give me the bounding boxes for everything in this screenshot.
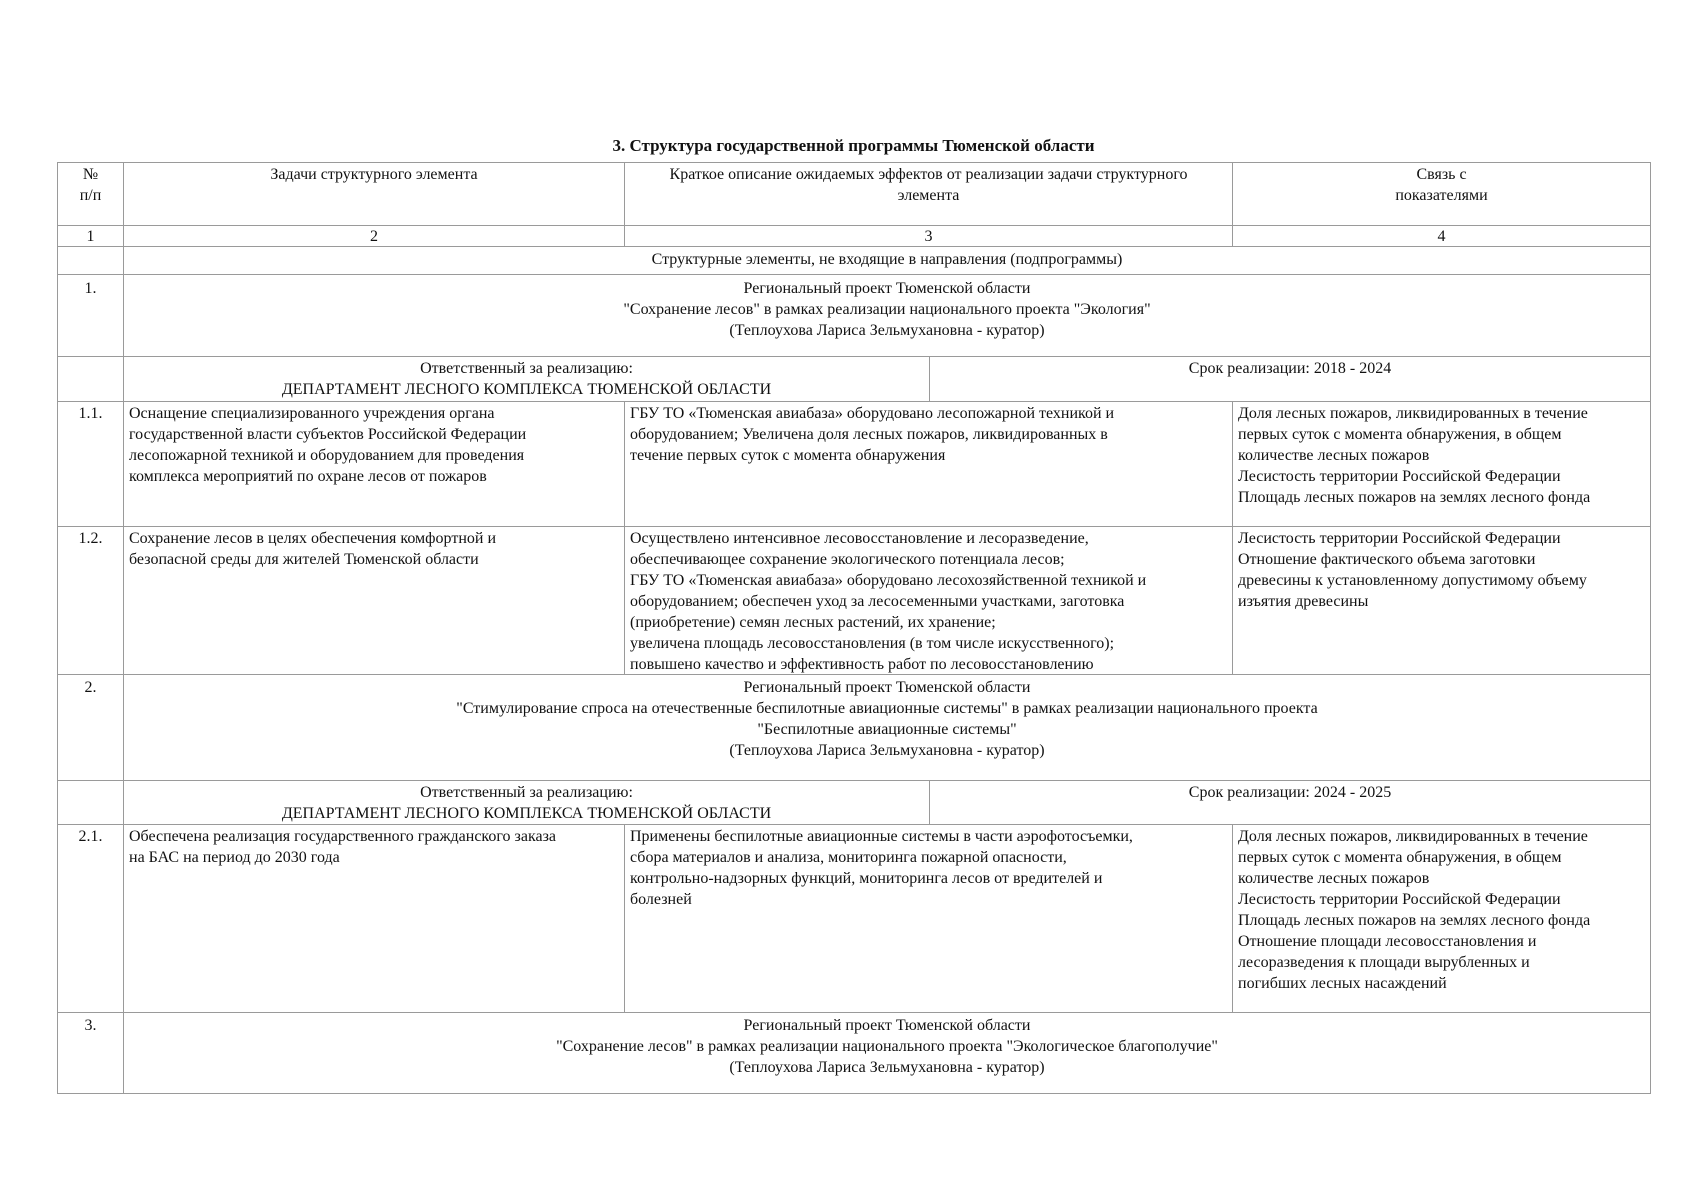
- header-tasks: Задачи структурного элемента: [270, 166, 478, 183]
- header-number-cell: [58, 164, 123, 206]
- text-line: контрольно-надзорных функций, мониторинга лесов от вредителей и: [630, 870, 1103, 887]
- task-2-1-indicators: [1238, 826, 1650, 994]
- task-1-1-number: 1.1.: [78, 405, 103, 422]
- project-2-line: "Стимулирование спроса на отечественные беспилотные авиационные системы" в рамках реализации национального проекта: [456, 700, 1318, 717]
- task-2-1-description: [129, 826, 623, 868]
- responsible-org: ДЕПАРТАМЕНТ ЛЕСНОГО КОМПЛЕКСА ТЮМЕНСКОЙ ОБЛАСТИ: [281, 805, 772, 822]
- text-line: сбора материалов и анализа, мониторинга пожарной опасности,: [630, 849, 1067, 866]
- responsible-label: Ответственный за реализацию:: [420, 784, 633, 801]
- project-1-number: 1.: [84, 280, 97, 297]
- text-line: Оснащение специализированного учреждения органа: [129, 405, 495, 422]
- project-1-title: [124, 278, 1650, 341]
- header-indicators-line2: показателями: [1395, 187, 1488, 204]
- text-line: оборудованием; обеспечен уход за лесосеменными участками, заготовка: [630, 593, 1125, 610]
- project-2-responsible: [124, 782, 929, 824]
- text-line: ГБУ ТО «Тюменская авиабаза» оборудовано лесопожарной техникой и: [630, 405, 1115, 422]
- header-indicators-cell: [1233, 164, 1650, 206]
- task-1-1-indicators: [1238, 403, 1650, 508]
- project-1-line: "Сохранение лесов" в рамках реализации национального проекта "Экология": [623, 301, 1151, 318]
- section-note: Структурные элементы, не входящие в направления (подпрограммы): [651, 251, 1123, 268]
- text-line: Лесистость территории Российской Федерации: [1238, 891, 1561, 908]
- header-number-line1: №: [82, 166, 99, 183]
- text-line: увеличена площадь лесовосстановления (в том числе искусственного);: [630, 635, 1115, 652]
- responsible-org: ДЕПАРТАМЕНТ ЛЕСНОГО КОМПЛЕКСА ТЮМЕНСКОЙ ОБЛАСТИ: [281, 381, 772, 398]
- project-3-title: [124, 1015, 1650, 1078]
- text-line: Доля лесных пожаров, ликвидированных в течение: [1238, 405, 1588, 422]
- text-line: Сохранение лесов в целях обеспечения комфортной и: [129, 530, 497, 547]
- text-line: изъятия древесины: [1238, 593, 1369, 610]
- project-3-line: "Сохранение лесов" в рамках реализации национального проекта "Экологическое благополучие": [556, 1038, 1218, 1055]
- text-line: Площадь лесных пожаров на землях лесного фонда: [1238, 489, 1591, 506]
- project-1-line: Региональный проект Тюменской области: [743, 280, 1031, 297]
- header-number-line2: п/п: [79, 187, 102, 204]
- text-line: оборудованием; Увеличена доля лесных пожаров, ликвидированных в: [630, 426, 1108, 443]
- text-line: Осуществлено интенсивное лесовосстановление и лесоразведение,: [630, 530, 1089, 547]
- task-1-2-description: [129, 528, 623, 570]
- header-effects-cell: [625, 164, 1232, 206]
- text-line: Обеспечена реализация государственного гражданского заказа: [129, 828, 557, 845]
- text-line: повышено качество и эффективность работ по лесовосстановлению: [630, 656, 1094, 673]
- project-2-line: Региональный проект Тюменской области: [743, 679, 1031, 696]
- document-title: 3. Структура государственной программы Тюменской области: [612, 136, 1095, 155]
- text-line: Применены беспилотные авиационные системы в части аэрофотосъемки,: [630, 828, 1133, 845]
- task-1-2-effect: [630, 528, 1231, 675]
- project-1-term: Срок реализации: 2018 - 2024: [1188, 360, 1392, 377]
- column-number-3: 3: [924, 228, 933, 245]
- responsible-label: Ответственный за реализацию:: [420, 360, 633, 377]
- column-number-2: 2: [370, 228, 378, 245]
- task-1-1-description: [129, 403, 623, 487]
- header-effects-line1: Краткое описание ожидаемых эффектов от реализации задачи структурного: [669, 166, 1188, 183]
- project-2-term: Срок реализации: 2024 - 2025: [1188, 784, 1392, 801]
- text-line: безопасной среды для жителей Тюменской области: [129, 551, 479, 568]
- text-line: первых суток с момента обнаружения, в общем: [1238, 426, 1562, 443]
- text-line: первых суток с момента обнаружения, в общем: [1238, 849, 1562, 866]
- text-line: на БАС на период до 2030 года: [129, 849, 340, 866]
- header-indicators-line1: Связь с: [1416, 166, 1467, 183]
- text-line: количестве лесных пожаров: [1238, 447, 1430, 464]
- text-line: количестве лесных пожаров: [1238, 870, 1430, 887]
- column-number-1: 1: [86, 228, 95, 245]
- project-1-line: (Теплоухова Лариса Зельмухановна - куратор): [729, 322, 1045, 339]
- text-line: (приобретение) семян лесных растений, их хранение;: [630, 614, 996, 631]
- text-line: обеспечивающее сохранение экологического потенциала лесов;: [630, 551, 1065, 568]
- project-2-line: (Теплоухова Лариса Зельмухановна - куратор): [729, 742, 1045, 759]
- task-1-1-effect: [630, 403, 1231, 466]
- project-3-line: Региональный проект Тюменской области: [743, 1017, 1031, 1034]
- project-3-line: (Теплоухова Лариса Зельмухановна - куратор): [729, 1059, 1045, 1076]
- text-line: Лесистость территории Российской Федерации: [1238, 468, 1561, 485]
- text-line: Отношение фактического объема заготовки: [1238, 551, 1536, 568]
- text-line: лесопожарной техникой и оборудованием для проведения: [129, 447, 525, 464]
- text-line: лесоразведения к площади вырубленных и: [1238, 954, 1530, 971]
- text-line: Площадь лесных пожаров на землях лесного фонда: [1238, 912, 1591, 929]
- project-2-title: [124, 677, 1650, 761]
- project-2-line: "Беспилотные авиационные системы": [757, 721, 1017, 738]
- text-line: Доля лесных пожаров, ликвидированных в течение: [1238, 828, 1588, 845]
- project-2-number: 2.: [84, 679, 97, 696]
- text-line: комплекса мероприятий по охране лесов от пожаров: [129, 468, 487, 485]
- text-line: ГБУ ТО «Тюменская авиабаза» оборудовано лесохозяйственной техникой и: [630, 572, 1147, 589]
- text-line: течение первых суток с момента обнаружения: [630, 447, 946, 464]
- header-effects-line2: элемента: [897, 187, 960, 204]
- text-line: Лесистость территории Российской Федерации: [1238, 530, 1561, 547]
- text-line: болезней: [630, 891, 692, 908]
- task-2-1-effect: [630, 826, 1231, 910]
- project-3-number: 3.: [84, 1017, 97, 1034]
- task-1-2-indicators: [1238, 528, 1650, 612]
- task-1-2-number: 1.2.: [78, 530, 103, 547]
- text-line: древесины к установленному допустимому объему: [1238, 572, 1587, 589]
- project-1-responsible: [124, 358, 929, 400]
- column-number-4: 4: [1437, 228, 1446, 245]
- text-line: государственной власти субъектов Российской Федерации: [129, 426, 527, 443]
- task-2-1-number: 2.1.: [78, 828, 103, 845]
- text-line: погибших лесных насаждений: [1238, 975, 1447, 992]
- text-line: Отношение площади лесовосстановления и: [1238, 933, 1537, 950]
